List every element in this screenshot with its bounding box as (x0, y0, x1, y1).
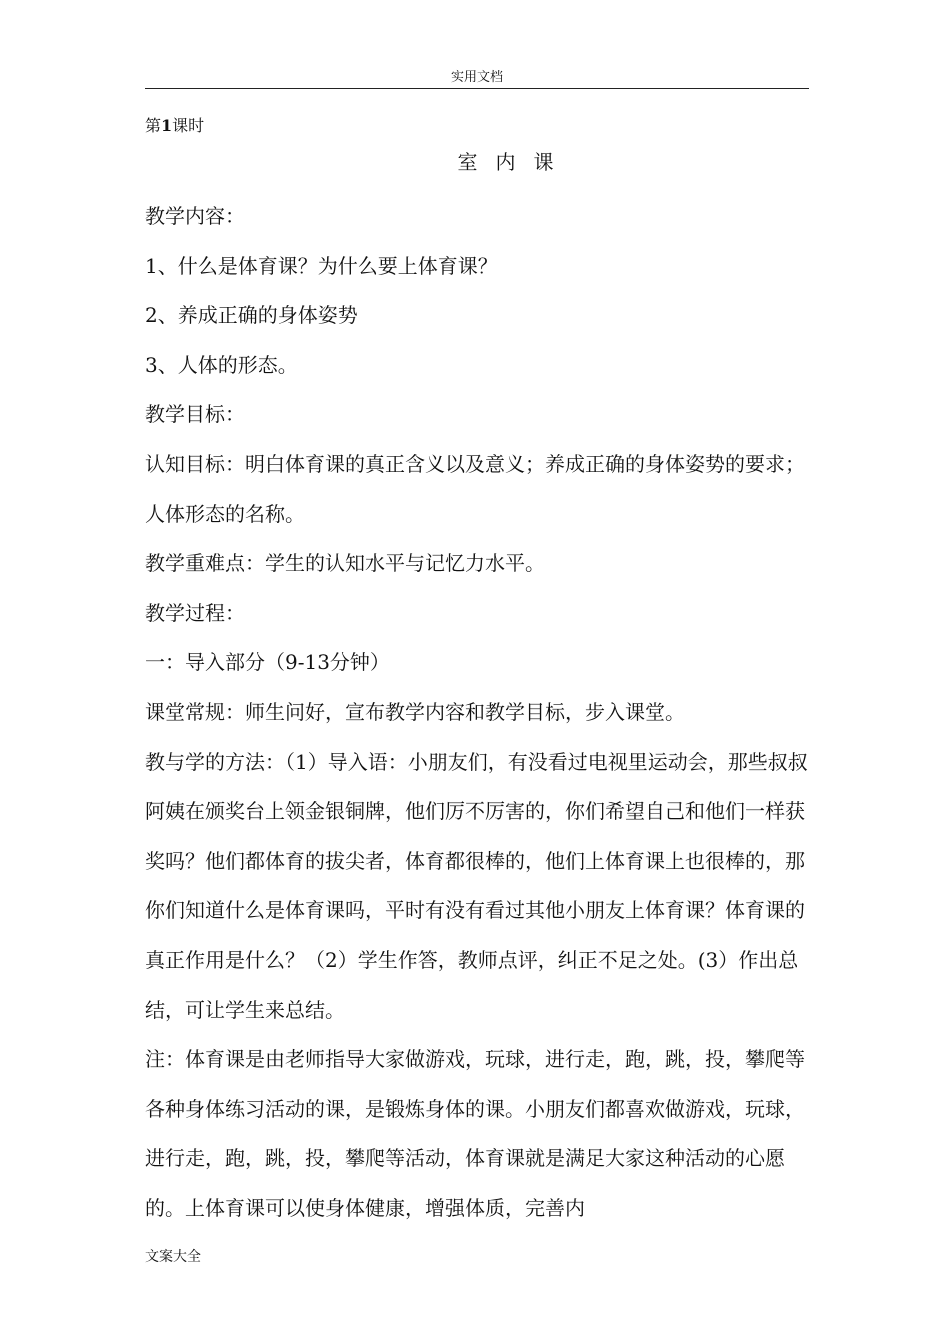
paragraph-item-2: 2、养成正确的身体姿势 (145, 303, 358, 328)
paragraph-note: 注：体育课是由老师指导大家做游戏，玩球，进行走，跑，跳，投，攀爬等各种身体练习活动的课，是锻炼身体的课。小朋友们都喜欢做游戏，玩球，进行走，跑，跳，投，攀爬等活动，体育课就是满足大家这种活动的心愿的。上体育课可以使身体健康，增强体质，完善内 (145, 1047, 805, 1220)
running-header: 实用文档 (145, 68, 809, 89)
lesson-number-value: 1 (161, 116, 173, 135)
paragraph-item-3: 3、人体的形态。 (145, 352, 298, 377)
paragraph-key-points: 教学重难点：学生的认知水平与记忆力水平。 (145, 551, 545, 576)
running-footer: 文案大全 (145, 1249, 201, 1265)
paragraph-goals-heading: 教学目标： (145, 402, 245, 427)
paragraph-method: 教与学的方法：（1）导入语：小朋友们，有没看过电视里运动会，那些叔叔阿姨在颁奖台上领金银铜牌，他们厉不厉害的，你们希望自己和他们一样获奖吗？他们都体育的拔尖者，体育都很棒的，他们上体育课上也很棒的，那你们知道什么是体育课吗，平时有没有看过其他小朋友上体育课？体育课的真正作用是什么？（2）学生作答，教师点评，纠正不足之处。(3）作出总结，可让学生来总结。 (145, 749, 808, 1022)
lesson-number (145, 114, 204, 138)
paragraph-content-heading: 教学内容： (145, 204, 245, 228)
lesson-suffix: 课时 (172, 116, 205, 135)
lesson-prefix: 第 (145, 116, 162, 135)
paragraph-cognitive-goal: 认知目标：明白体育课的真正含义以及意义；养成正确的身体姿势的要求；人体形态的名称。 (145, 451, 805, 526)
paragraph-process-heading: 教学过程： (145, 600, 245, 625)
paragraph-item-1: 1、什么是体育课？为什么要上体育课？ (145, 253, 498, 278)
document-body (145, 192, 809, 1233)
paragraph-intro-section: 一：导入部分（9-13分钟） (145, 650, 390, 675)
page-title: 室内课 (457, 150, 572, 174)
paragraph-routine: 课堂常规：师生问好，宣布教学内容和教学目标，步入课堂。 (145, 699, 685, 724)
